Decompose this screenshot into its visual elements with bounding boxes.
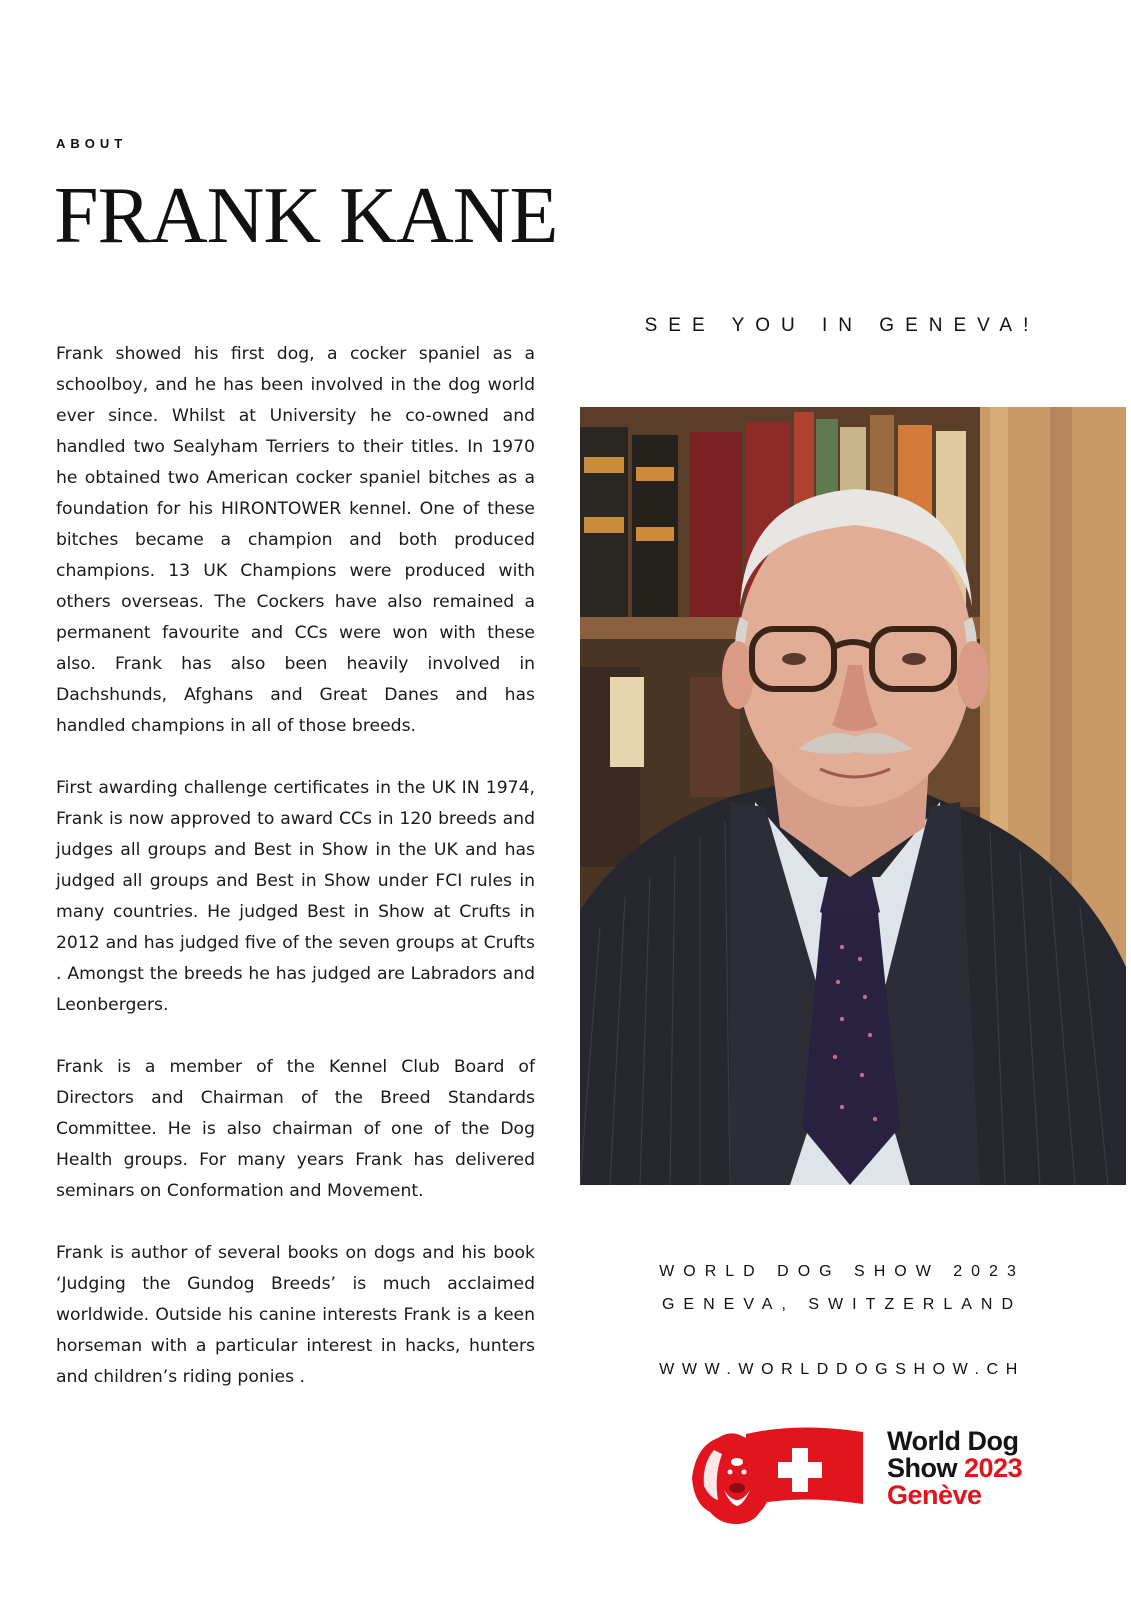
bio-paragraph: Frank is a member of the Kennel Club Board of Directors and Chairman of the Breed Standards Committee. He is also chairman of one of the Dog Health groups. For many years Frank has delivered seminars on Conformation and Movement.: [56, 1057, 535, 1201]
bio-paragraph: First awarding challenge certificates in the UK IN 1974, Frank is now approved to award CCs in 120 breeds and judges all groups and Best in Show in the UK and has judged all groups and Best in Show under FCI rules in many countries. He judged Best in Show at Crufts in 2012 and has judged five of the seven groups at Crufts . Amongst the breeds he has judged are Labradors and Leonbergers.: [56, 778, 535, 1015]
tagline: SEE YOU IN GENEVA!: [644, 315, 1040, 336]
logo-wordmark: [887, 1428, 1022, 1509]
page-title: FRANK KANE: [54, 172, 558, 260]
portrait-photo: [580, 407, 1126, 1185]
bio-paragraph: Frank showed his first dog, a cocker spaniel as a schoolboy, and he has been involved in the dog world ever since. Whilst at University he co-owned and handled two Sealyham Terriers to their titles. In 1970 he obtained two American cocker spaniel bitches as a foundation for his HIRONTOWER kennel. One of these bitches became a champion and both produced champions. 13 UK Champions were produced with others overseas. The Cockers have also remained a permanent favourite and CCs were won with these also. Frank has also been heavily involved in Dachshunds, Afghans and Great Danes and has handled champions in all of those breeds.: [56, 344, 535, 736]
logo-line-3: Genève: [887, 1480, 982, 1510]
logo-line-1: World Dog: [887, 1426, 1019, 1456]
logo-line-2b: 2023: [964, 1453, 1023, 1483]
biography: [56, 339, 535, 1393]
event-name: WORLD DOG SHOW 2023: [659, 1263, 1025, 1280]
eyebrow-label: ABOUT: [56, 136, 128, 151]
event-location: GENEVA, SWITZERLAND: [661, 1296, 1023, 1313]
website-link[interactable]: WWW.WORLDDOGSHOW.CH: [659, 1361, 1025, 1378]
logo-line-2a: Show: [887, 1453, 957, 1483]
bio-paragraph: Frank is author of several books on dogs and his book ‘Judging the Gundog Breeds’ is much acclaimed worldwide. Outside his canine interests Frank is a keen horseman with a particular interest in hacks, hunters and children’s riding ponies .: [56, 1243, 535, 1387]
